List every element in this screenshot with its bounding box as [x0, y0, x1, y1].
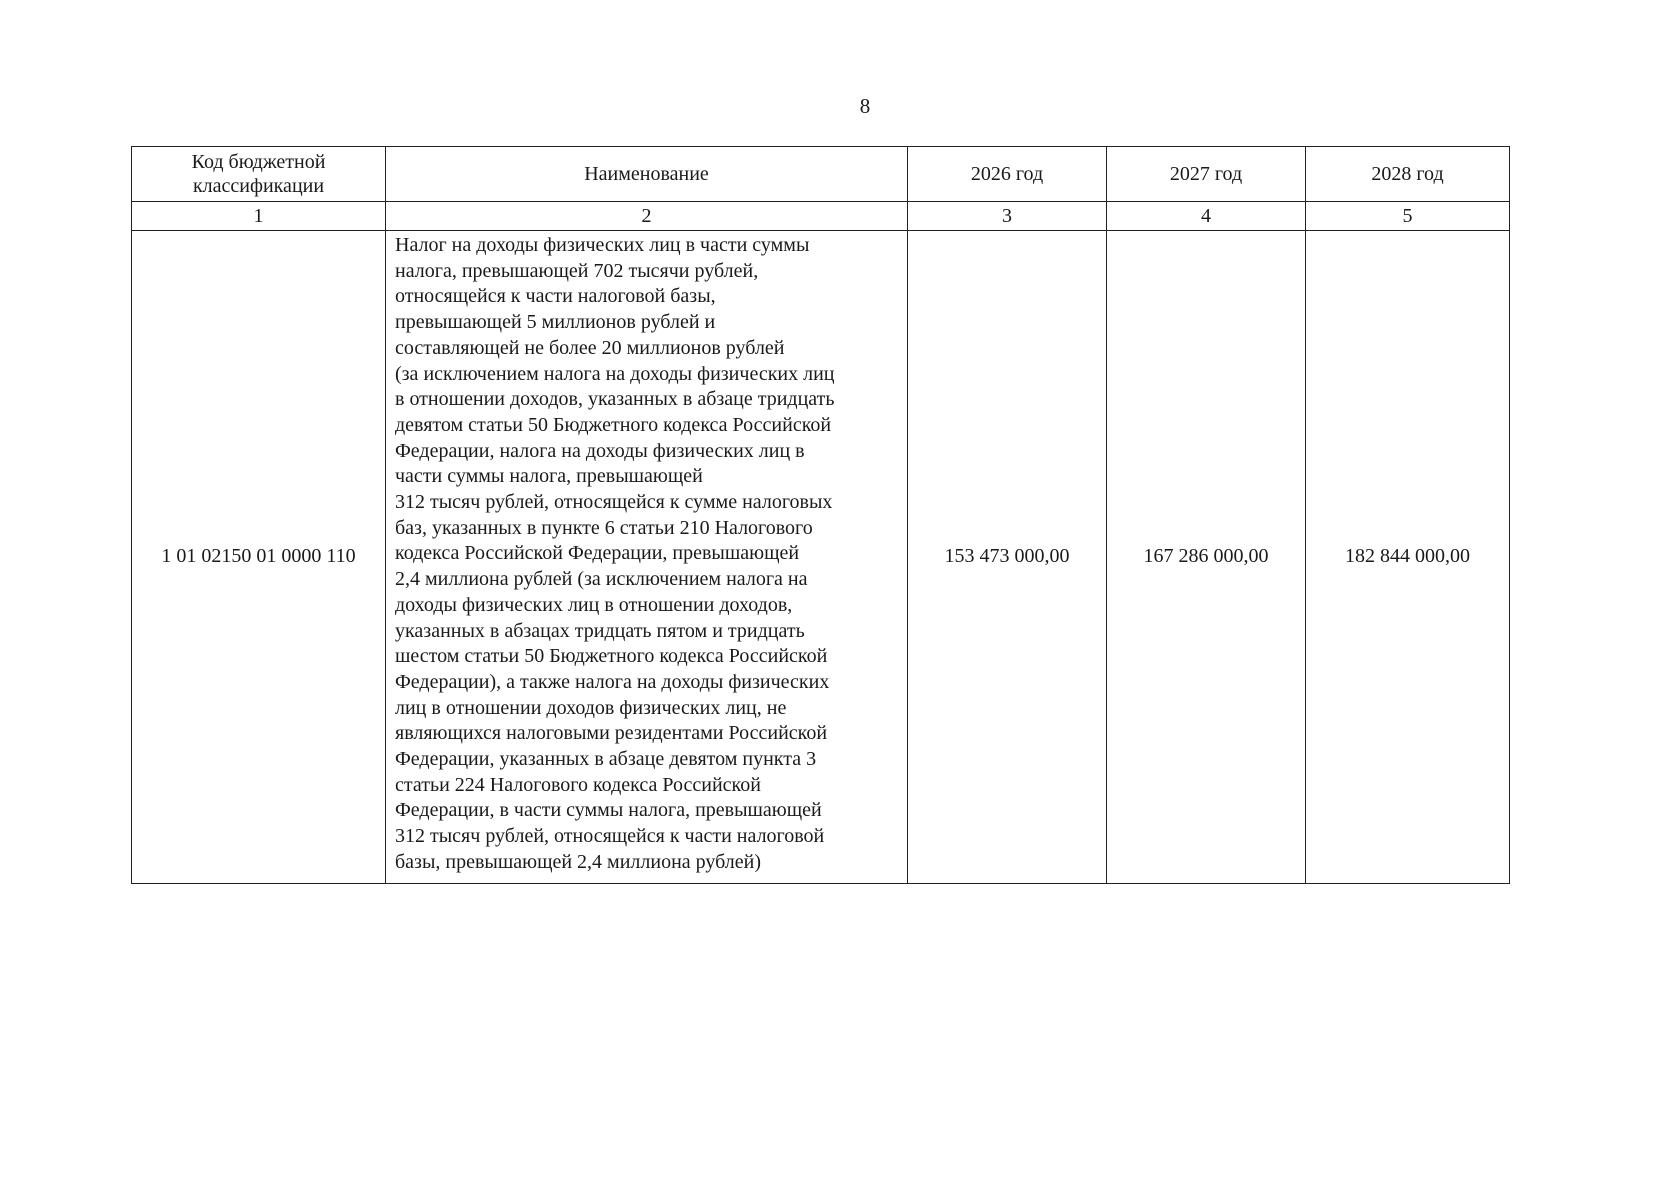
- name-line: составляющей не более 20 миллионов рублей: [395, 336, 785, 359]
- column-number: 1: [132, 202, 386, 231]
- header-year-3: [1306, 147, 1510, 202]
- column-number: 4: [1107, 202, 1306, 231]
- header-year-3-label: 2028 год: [1371, 163, 1444, 185]
- header-name-label: Наименование: [584, 163, 709, 185]
- name-line: Федерации, указанных в абзаце девятом пункта 3: [395, 748, 817, 771]
- name-line: налога, превышающей 702 тысячи рублей,: [395, 259, 759, 282]
- name-line: Федерации, налога на доходы физических лиц в: [395, 439, 805, 462]
- column-number: 5: [1306, 202, 1510, 231]
- column-numbers-row: [132, 202, 1510, 231]
- name-line: 2,4 миллиона рублей (за исключением налога на: [395, 568, 808, 591]
- name-line: (за исключением налога на доходы физических лиц: [395, 362, 835, 385]
- name-line: 312 тысяч рублей, относящейся к сумме налоговых: [395, 491, 833, 514]
- amount-2028-cell: [1306, 231, 1510, 884]
- header-name: [386, 147, 908, 202]
- name-line: в отношении доходов, указанных в абзаце тридцать: [395, 388, 835, 411]
- name-line: статьи 224 Налогового кодекса Российской: [395, 773, 761, 796]
- name-line: относящейся к части налоговой базы,: [395, 285, 716, 308]
- header-code: [132, 147, 386, 202]
- name-line: кодекса Российской Федерации, превышающей: [395, 542, 800, 565]
- column-number: 3: [908, 202, 1107, 231]
- name-line: превышающей 5 миллионов рублей и: [395, 311, 716, 334]
- amount-2026-cell: [908, 231, 1107, 884]
- page-number: 8: [859, 94, 871, 118]
- column-number: 2: [386, 202, 908, 231]
- name-line: баз, указанных в пункте 6 статьи 210 Налогового: [395, 516, 813, 539]
- amount-2026: 153 473 000,00: [944, 545, 1070, 568]
- name-line: указанных в абзацах тридцать пятом и тридцать: [395, 619, 805, 642]
- name-line: Федерации), а также налога на доходы физических: [395, 670, 830, 693]
- header-year-2: [1107, 147, 1306, 202]
- name-line: лиц в отношении доходов физических лиц, не: [395, 696, 787, 719]
- name-line: Федерации, в части суммы налога, превышающей: [395, 799, 822, 822]
- table-row: [132, 231, 1510, 884]
- name-line: 312 тысяч рублей, относящейся к части налоговой: [395, 825, 825, 848]
- amount-2028: 182 844 000,00: [1345, 545, 1470, 568]
- header-year-2-label: 2027 год: [1169, 163, 1243, 185]
- name-line: части суммы налога, превышающей: [395, 465, 703, 488]
- name-line: базы, превышающей 2,4 миллиона рублей): [395, 850, 762, 873]
- name-line: Налог на доходы физических лиц в части суммы: [395, 234, 810, 256]
- table-header-row: [132, 147, 1510, 202]
- header-year-1-label: 2026 год: [970, 163, 1044, 185]
- budget-code: 1 01 02150 01 0000 110: [161, 545, 356, 568]
- amount-2027-cell: [1107, 231, 1306, 884]
- name-line: являющихся налоговыми резидентами Российской: [395, 722, 828, 745]
- header-year-1: [908, 147, 1107, 202]
- name-line: девятом статьи 50 Бюджетного кодекса Российской: [395, 413, 832, 436]
- name-cell: [386, 231, 908, 884]
- header-code-label: Код бюджетной классификации: [191, 151, 326, 197]
- name-line: шестом статьи 50 Бюджетного кодекса Российской: [395, 645, 828, 668]
- amount-2027: 167 286 000,00: [1143, 545, 1269, 568]
- budget-table: [131, 146, 1510, 884]
- budget-code-cell: [132, 231, 386, 884]
- name-line: доходы физических лиц в отношении доходов,: [395, 593, 793, 616]
